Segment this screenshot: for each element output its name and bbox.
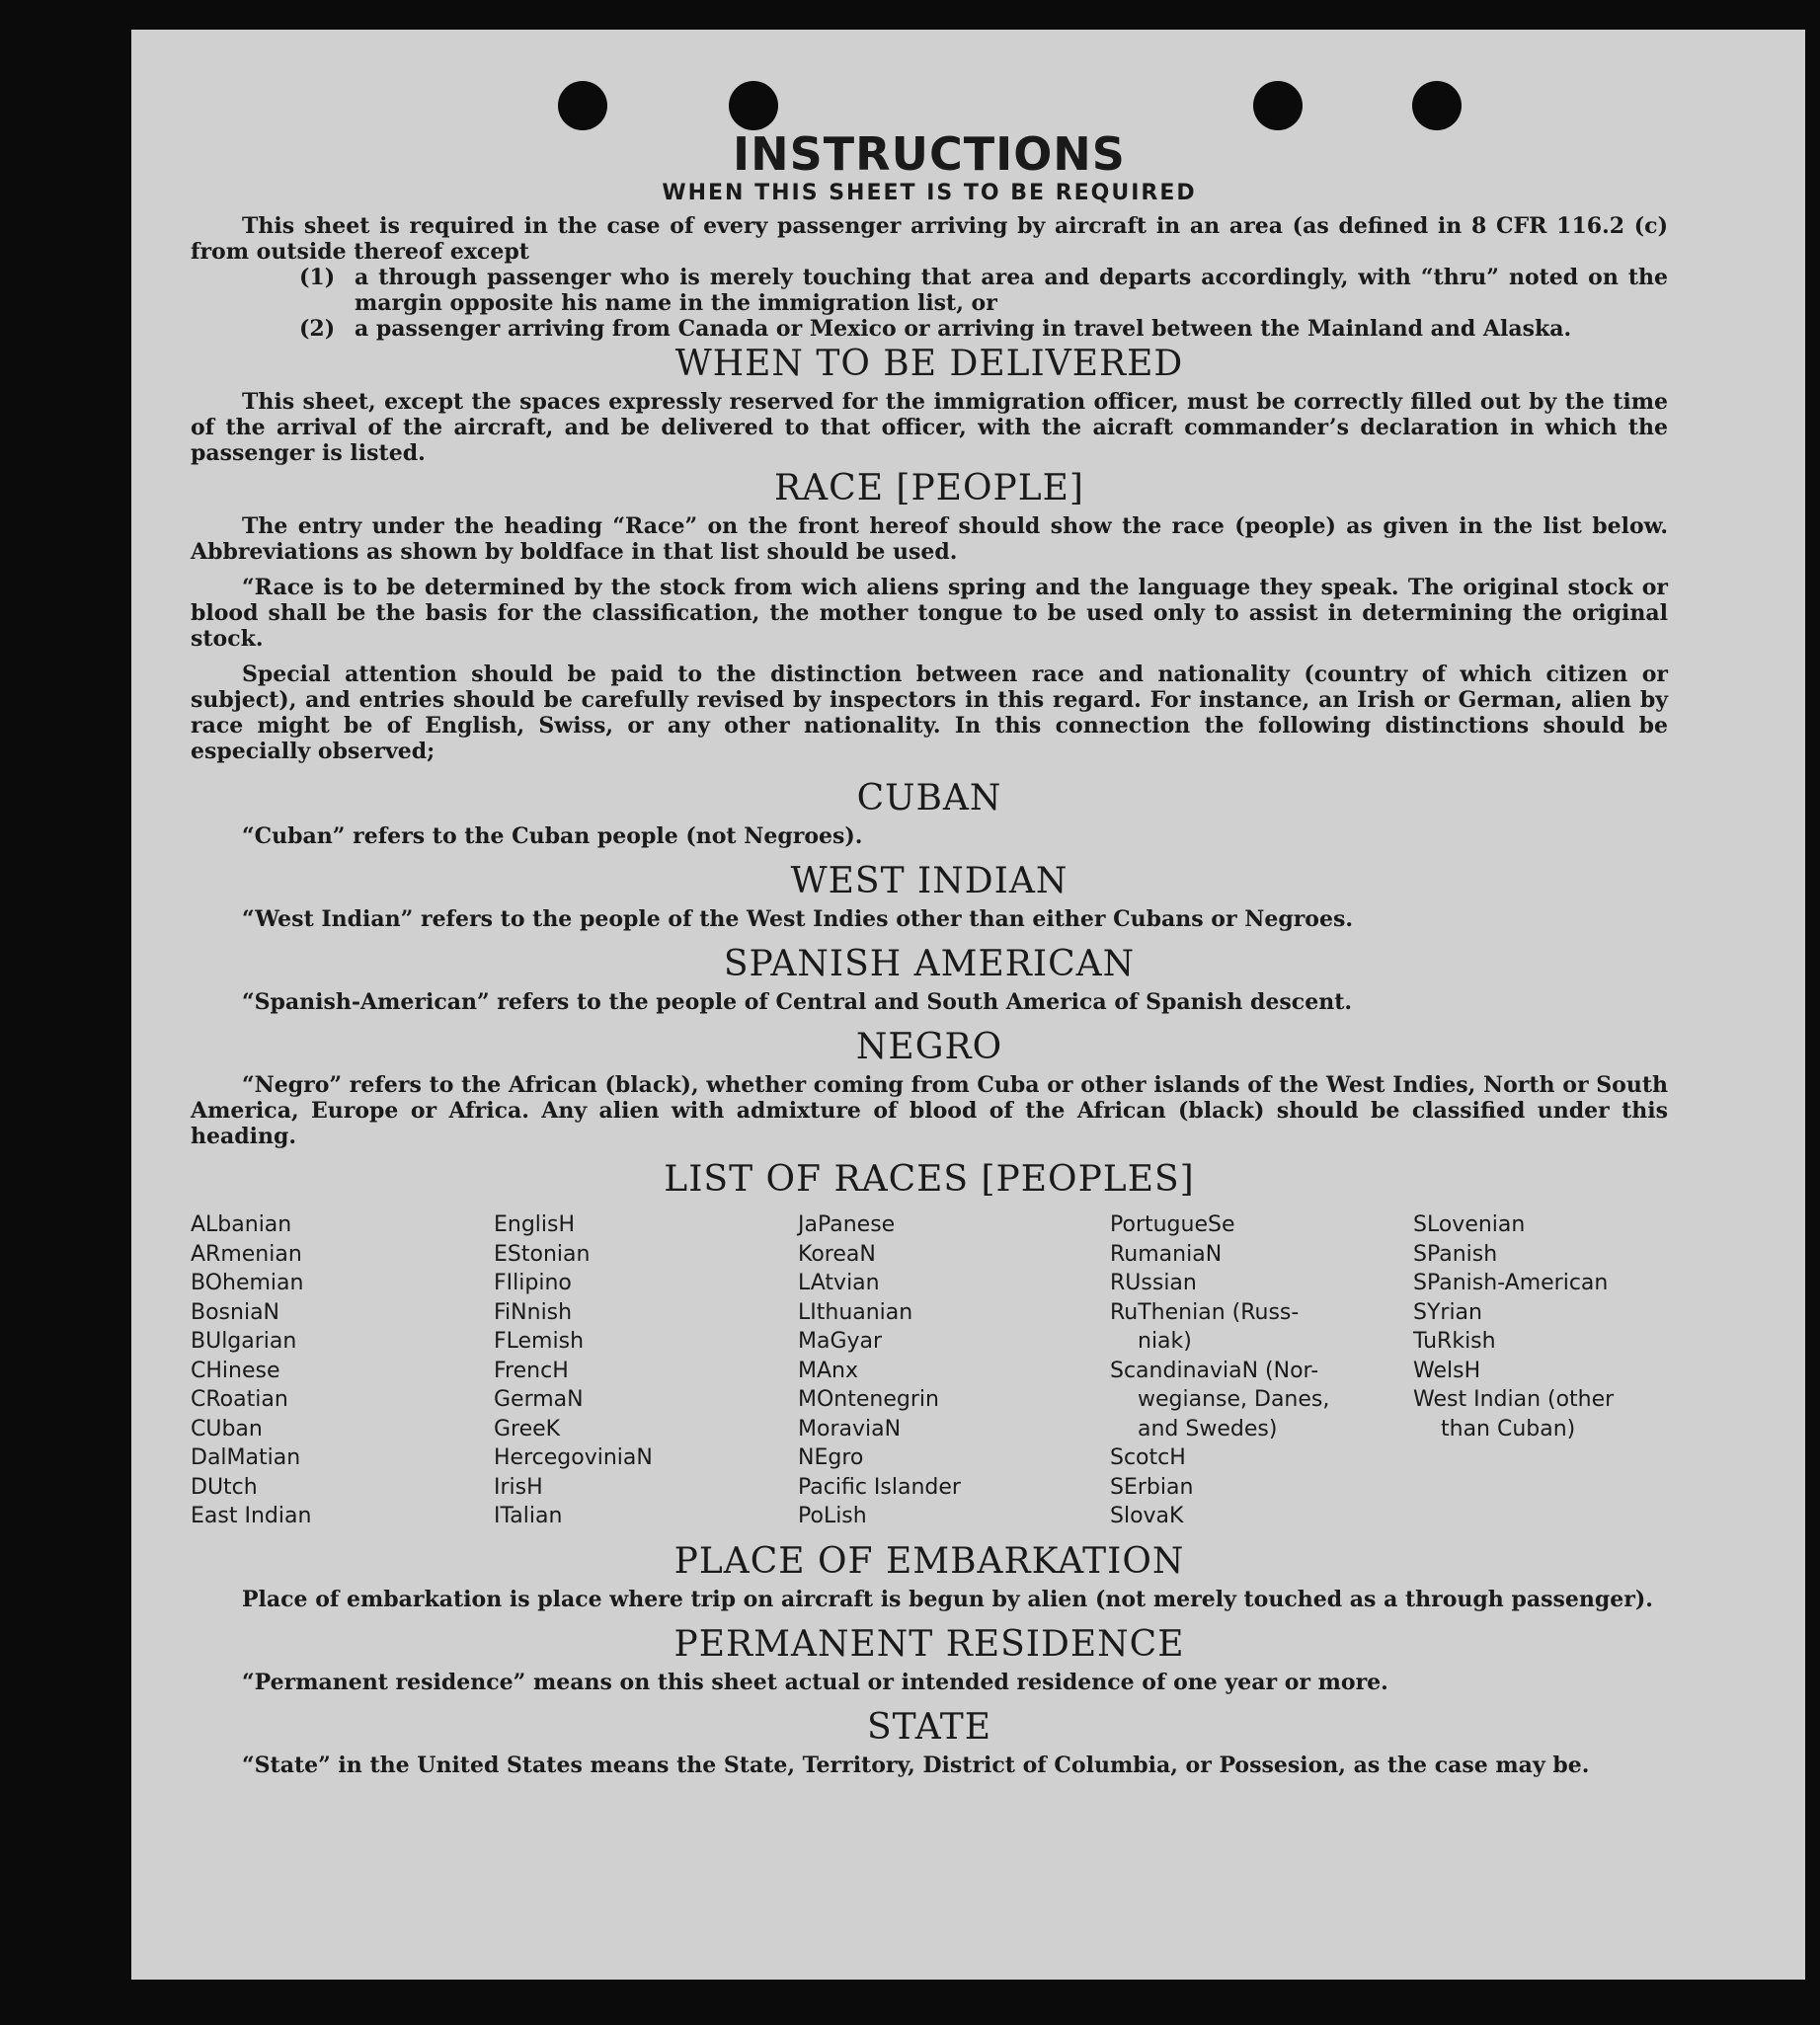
section-heading-residence: PERMANENT RESIDENCE [673,1623,1185,1665]
race-entry: EnglisH [494,1212,576,1237]
race-entry: niak) [1138,1329,1192,1354]
section-heading-west-indian: WEST INDIAN [790,861,1068,901]
exception-text: a passenger arriving from Canada or Mexico or arriving in travel between the Mainland and Alaska. [355,316,1572,342]
section-heading-cuban: CUBAN [856,778,1002,818]
races-table [191,1210,1668,1531]
race-entry: FLemish [494,1329,585,1354]
race-entry: BOhemian [191,1271,304,1295]
race-entry: ScotcH [1110,1445,1186,1470]
race-entry: ITalian [494,1504,563,1528]
state-text: “State” in the United States means the State, Territory, District of Columbia, or Possesion, as the case may be. [242,1752,1590,1778]
race-entry: SPanish [1413,1241,1498,1267]
race-entry: HercegoviniaN [494,1445,653,1470]
page-title: INSTRUCTIONS [733,127,1126,181]
race-entry: DalMatian [191,1445,301,1470]
section-heading-list-of-races: LIST OF RACES [PEOPLES] [664,1159,1195,1200]
residence-text: “Permanent residence” means on this sheet actual or intended residence of one year or more. [242,1669,1388,1695]
race-entry: RUssian [1110,1271,1197,1295]
race-entry: KoreaN [798,1241,876,1267]
section-heading-race: RACE [PEOPLE] [774,468,1084,508]
race-entry: ARmenian [191,1241,302,1267]
race-entry: Pacific Islander [798,1474,961,1500]
required-intro: This sheet is required in the case of every passenger arriving by aircraft in an area (as defined in 8 CFR 116.2 (c) from outside thereof except [191,213,1668,265]
race-entry: IrisH [494,1474,543,1500]
race-entry: East Indian [191,1504,312,1528]
race-entry: PortugueSe [1110,1212,1235,1237]
race-paragraph-2: “Race is to be determined by the stock from wich aliens spring and the language they speak. The original stock or blood shall be the basis for the classification, the mother tongue to be used only to assist in determining the original stock. [191,575,1668,652]
race-entry: SPanish-American [1413,1271,1609,1295]
race-entry: PoLish [798,1504,867,1528]
exception-item [299,265,1668,316]
race-entry: CUban [191,1416,263,1441]
race-entry: LAtvian [798,1271,880,1295]
section-heading-spanish-american: SPANISH AMERICAN [723,944,1136,984]
exception-number: (2) [299,316,336,342]
race-entry: MaGyar [798,1329,883,1354]
race-entry: NEgro [798,1445,864,1470]
races-column [494,1210,798,1531]
race-entry: SYrian [1413,1299,1482,1325]
race-entry: CHinese [191,1358,280,1383]
race-entry: MAnx [798,1358,858,1383]
race-entry: FIlipino [494,1271,572,1295]
race-entry: wegianse, Danes, [1138,1387,1330,1412]
negro-text: “Negro” refers to the African (black), whether coming from Cuba or other islands of the West Indies, North or South America, Europe or Africa. Any alien with admixture of blood of the African (black) should be classified under this heading. [191,1072,1668,1149]
race-entry: TuRkish [1413,1329,1496,1354]
race-entry: MoraviaN [798,1416,902,1441]
race-paragraph-1: The entry under the heading “Race” on the front hereof should show the race (people) as given in the list below. Abbreviations as shown by boldface in that list should be used. [191,513,1668,565]
section-heading-negro: NEGRO [855,1027,1003,1067]
exception-number: (1) [299,265,336,290]
race-entry: BUlgarian [191,1329,297,1354]
race-entry: RuThenian (Russ- [1110,1299,1300,1325]
race-entry: DUtch [191,1474,258,1500]
race-entry: EStonian [494,1241,591,1267]
race-entry: ALbanian [191,1212,292,1237]
race-entry: SErbian [1110,1474,1194,1500]
races-column [191,1210,494,1531]
race-entry: MOntenegrin [798,1387,939,1412]
race-entry: and Swedes) [1138,1416,1278,1441]
race-entry: CRoatian [191,1387,288,1412]
instructions-content [191,128,1668,1778]
embarkation-text: Place of embarkation is place where trip on aircraft is begun by alien (not merely touched as a through passenger). [242,1586,1653,1612]
race-entry: West Indian (other [1413,1387,1615,1412]
race-entry: JaPanese [798,1212,896,1237]
document-sheet [131,30,1805,1980]
section-heading-state: STATE [866,1706,992,1748]
race-entry: SlovaK [1110,1504,1184,1528]
races-column [1110,1210,1413,1531]
races-column [1413,1210,1668,1531]
race-entry: BosniaN [191,1299,280,1325]
race-entry: FiNnish [494,1299,573,1325]
delivered-text: This sheet, except the spaces expressly reserved for the immigration officer, must be correctly filled out by the time of the arrival of the aircraft, and be delivered to that officer, with the aicraft commander’s declaration in which the passenger is listed. [191,389,1668,466]
race-entry: LIthuanian [798,1299,913,1325]
race-paragraph-3: Special attention should be paid to the distinction between race and nationality (country of which citizen or subject), and entries should be carefully revised by inspectors in this regard. For instance, an Irish or German, alien by race might be of English, Swiss, or any other nationality. In this connection the following distinctions should be especially observed; [191,662,1668,764]
exception-item [299,316,1668,342]
races-column [798,1210,1110,1531]
section-heading-embarkation: PLACE OF EMBARKATION [673,1540,1185,1582]
cuban-text: “Cuban” refers to the Cuban people (not Negroes). [242,823,863,849]
race-entry: SLovenian [1413,1212,1526,1237]
punch-hole [558,81,607,130]
race-entry: WelsH [1413,1358,1481,1383]
race-entry: GermaN [494,1387,584,1412]
punch-hole [1253,81,1303,130]
race-entry: ScandinaviaN (Nor- [1110,1358,1319,1383]
race-entry: RumaniaN [1110,1241,1223,1267]
punch-hole [729,81,778,130]
section-heading-delivered: WHEN TO BE DELIVERED [674,344,1184,384]
spanish-american-text: “Spanish-American” refers to the people of Central and South America of Spanish descent. [242,989,1353,1015]
race-entry: FrencH [494,1358,569,1383]
page-subtitle: WHEN THIS SHEET IS TO BE REQUIRED [662,181,1197,205]
punch-hole [1412,81,1462,130]
race-entry: than Cuban) [1441,1416,1576,1441]
west-indian-text: “West Indian” refers to the people of the West Indies other than either Cubans or Negroes. [242,906,1354,932]
race-entry: GreeK [494,1416,561,1441]
exception-text: a through passenger who is merely touching that area and departs accordingly, with “thru” noted on the margin opposite his name in the immigration list, or [355,265,1668,316]
